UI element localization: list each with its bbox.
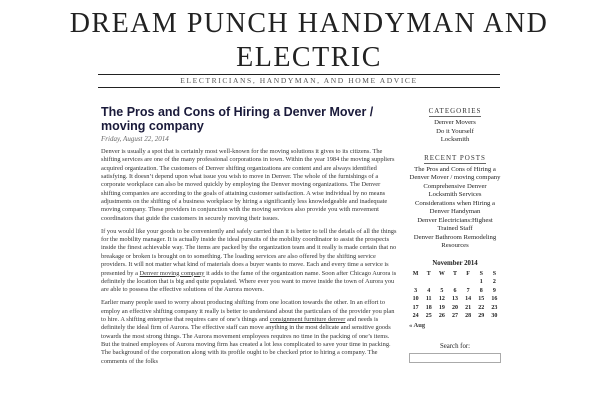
calendar-day: 29 [478,313,485,320]
calendar-day: 15 [478,296,485,303]
calendar-week [409,287,501,296]
calendar-weekday: T [452,270,457,277]
calendar-week [409,295,501,304]
calendar-day: 16 [491,296,498,303]
calendar-day: 19 [438,304,445,311]
site-title[interactable]: DREAM PUNCH HANDYMAN AND ELECTRIC [69,8,549,73]
recent-posts-title: RECENT POSTS [424,153,486,162]
recent-post-item[interactable]: Denver Bathroom Remodeling Resources [413,233,497,249]
calendar-day: 1 [479,279,483,286]
calendar-day: 2 [492,279,496,286]
calendar-day: 3 [414,287,418,294]
calendar-day: 28 [465,313,472,320]
post-content [101,105,400,400]
site-tagline: ELECTRICIANS, HANDYMAN, AND HOME ADVICE [180,76,418,85]
header-rule-bottom [98,87,500,88]
calendar-day: 17 [412,304,419,311]
category-item[interactable]: Denver Movers [434,119,476,126]
calendar-week [409,278,501,287]
sidebar [409,107,501,363]
calendar-day: 27 [451,313,458,320]
post-paragraph-1: Denver is usually a spot that is certainly most well-known for the moving solutions it gives to its citizens. The shifting services are one of the many professional corporations in town. Within the year 1984 the moving suppliers acquired organization. The customers of Denver shifting organizations are content and are always identified satisfying. It doesn’t depend upon what issue you wish to move in Denver. The whole of the furnishings of a corporate workplace can also be moved quickly by employing the Denver moving organizations. The Denver shifting companies are according to the goals of attaining customer satisfaction. A wise individual by no means adjustments on the shifting of a business workplace by hiring a significantly less knowledgeable and inadequate moving company. These providers in conjunction with the moving services also provide you with movement coordinators that guide the customers in securely moving their issues. [101,148,395,222]
calendar-day: 11 [425,296,432,303]
calendar-caption: November 2014 [432,259,478,267]
calendar-weekday: W [438,270,445,277]
calendar-day: 21 [465,304,472,311]
recent-posts-list [409,166,501,251]
paragraph-text: it adds to the fame of the organization name. Soon after Chicago Aurora is definitely the location that is big and quite populated. Where ever you want to move inside the town of Aurora you are able to possess the effective solutions of the Aurora movers. [101,269,397,294]
calendar-day: 24 [412,313,419,320]
paragraph-text: Earlier many people used to worry about producing shifting from one location towards the other. In an effort to employ an effective shifting company it really is better to understand about the particulars of the provider you plan to hire. A shifting enterprise that requires care of one’s things and [101,299,395,323]
calendar-day: 4 [427,287,431,294]
calendar-weekday: S [479,270,483,277]
paragraph-text: and needs is definitely the ideal firm of Aurora. The effective staff can move anything in the most delicate and sensitive goods towards the most strong things. The Aurora movement employees requires no time in the packing of one’s items. But the trained employees of Aurora moving firm has created a lot less complicated to save your time in packing. The background of the corporation along with its profile ought to be checked prior to hiring a company. The comments of the folks [101,315,391,365]
calendar-weekday: M [412,270,419,277]
calendar-day [409,278,422,287]
post-paragraph-3 [101,299,400,366]
calendar-week [409,304,501,313]
categories-title: CATEGORIES [428,107,482,115]
calendar-day: 10 [412,296,419,303]
categories-list [409,119,501,145]
calendar [409,270,501,321]
calendar-day [448,278,461,287]
calendar-day: 13 [451,296,458,303]
calendar-day: 7 [466,287,470,294]
calendar-day: 12 [438,296,445,303]
recent-post-item[interactable]: Denver Electricians:Highest Trained Staff [417,216,493,232]
category-item[interactable]: Do it Yourself [436,127,474,135]
calendar-day: 26 [438,313,445,320]
recent-post-item[interactable]: Comprehensive Denver Locksmith Services [423,182,487,198]
calendar-weekday: F [466,270,470,277]
calendar-header-row [409,270,501,279]
calendar-day: 5 [440,287,444,294]
recent-post-item[interactable]: Considerations when Hiring a Denver Handyman [414,199,496,215]
denver-moving-company-link[interactable]: Denver moving company [139,269,205,277]
calendar-week [409,312,501,321]
calendar-day: 23 [491,304,498,311]
calendar-day: 9 [492,287,496,294]
calendar-day: 25 [425,313,432,320]
search-input[interactable] [409,353,501,363]
calendar-weekday: S [492,270,497,277]
calendar-day: 6 [453,287,457,294]
calendar-day: 8 [479,287,483,294]
calendar-day [422,278,435,287]
recent-post-item[interactable]: The Pros and Cons of Hiring a Denver Mover / moving company [409,165,501,181]
calendar-day: 18 [425,304,432,311]
consignment-furniture-link[interactable]: consignment furniture denver [269,315,346,323]
calendar-day [462,278,475,287]
calendar-weekday: T [426,270,431,277]
category-item[interactable]: Locksmith [440,136,470,143]
search-label: Search for: [439,342,470,350]
calendar-day: 22 [478,304,485,311]
calendar-day: 20 [451,304,458,311]
paragraph-text: If you would like your goods to be conveniently and safely carried than it is better to tell the details of all the things for the mobility manager. It is actually inside the ideal pursuits of the mobility coordinator to assist the prospects inside the finest achievable way. The items are packed by the organization team and it really is made certain that no breakage or broken is brought on to something. The loading services are also offered by the shifting service providers. It will not matter what kind of materials does a buyer wants to move. Each and every time a service is presented by a [101,227,397,277]
calendar-day [435,278,448,287]
calendar-prev-link[interactable]: « Aug [409,321,426,329]
calendar-day: 14 [465,296,472,303]
post-date: Friday, August 22, 2014 [101,135,169,143]
calendar-day: 30 [491,313,498,320]
post-title[interactable]: The Pros and Cons of Hiring a Denver Mover / moving company [101,105,374,133]
post-paragraph-2 [101,228,400,295]
